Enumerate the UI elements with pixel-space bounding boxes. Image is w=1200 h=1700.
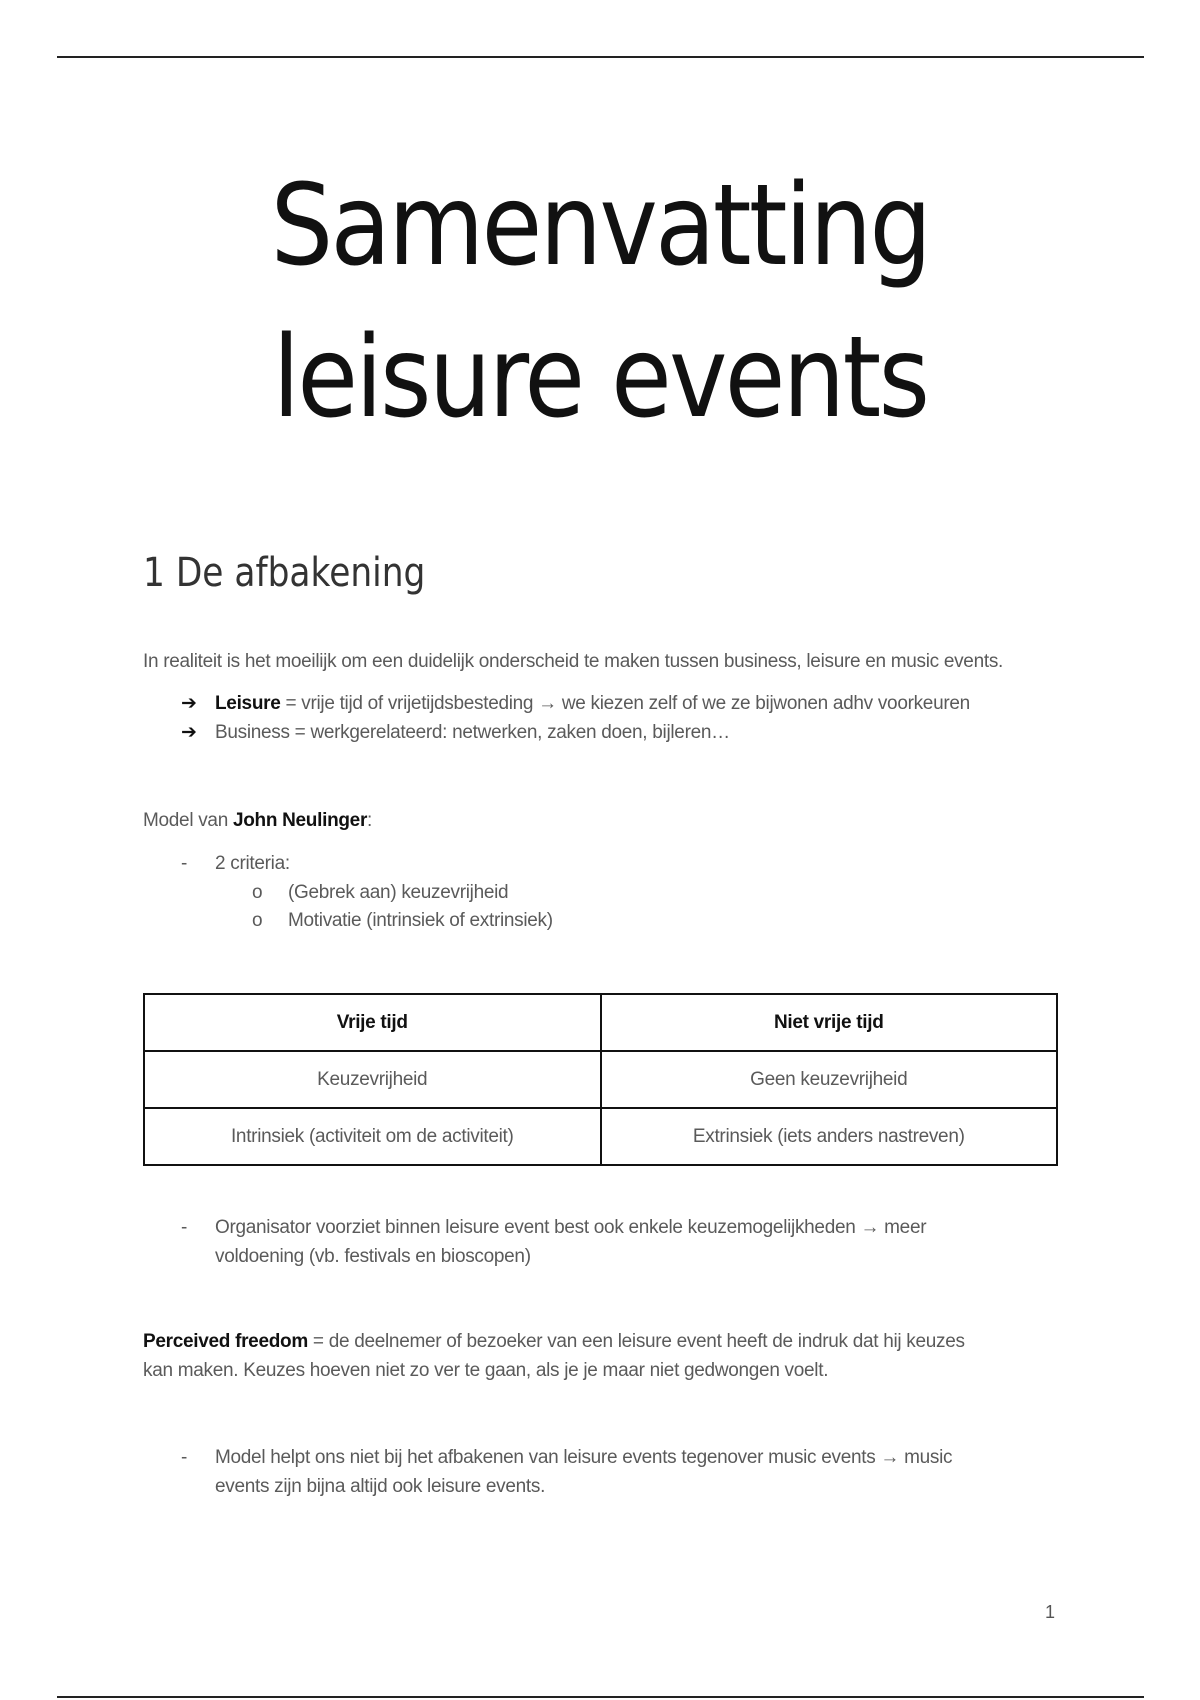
dash-bullet: - [181,853,188,874]
model-suffix: : [367,810,373,831]
arrow-item-business: Business = werkgerelateerd: netwerken, zaken doen, bijleren… [215,722,730,743]
model-help-line-2: events zijn bijna altijd ook leisure events. [215,1476,546,1497]
model-help-line-1: Model helpt ons niet bij het afbakenen van leisure events tegenover music events → music [215,1447,953,1468]
dash-bullet: - [181,1217,188,1238]
table-header-cell: Niet vrije tijd [601,994,1058,1051]
organisator-line-2: voldoening (vb. festivals en bioscopen) [215,1246,531,1267]
perceived-freedom-definition: = de deelnemer of bezoeker van een leisure event heeft de indruk dat hij keuzes [307,1331,965,1352]
table-cell: Geen keuzevrijheid [601,1051,1058,1108]
table-row [144,1108,1057,1165]
perceived-freedom-line-2: kan maken. Keuzes hoeven niet zo ver te gaan, als je je maar niet gedwongen voelt. [143,1360,829,1381]
circle-bullet: o [252,910,263,931]
intro-paragraph: In realiteit is het moeilijk om een duidelijk onderscheid te maken tussen business, leisure en music events. [143,651,1003,672]
arrow-bullet-icon: ➔ [181,693,197,714]
document-title [72,150,1128,454]
title-line-1: Samenvatting [270,161,930,291]
section-heading: 1 De afbakening [143,550,426,596]
model-prefix: Model van [143,810,233,831]
model-author: John Neulinger [232,810,368,831]
table-header-row [144,994,1057,1051]
circle-bullet: o [252,882,263,903]
leisure-term: Leisure [215,693,281,714]
title-line-2: leisure events [272,313,928,443]
page-number: 1 [1045,1602,1056,1622]
perceived-freedom-term: Perceived freedom [143,1331,308,1352]
table-cell: Intrinsiek (activiteit om de activiteit) [144,1108,601,1165]
table-header-cell: Vrije tijd [144,994,601,1051]
top-rule [57,56,1144,58]
table-cell: Extrinsiek (iets anders nastreven) [601,1108,1058,1165]
bottom-rule [57,1696,1144,1698]
arrow-item-leisure [215,689,970,718]
comparison-table [143,993,1058,1166]
dash-bullet: - [181,1447,188,1468]
table-cell: Keuzevrijheid [144,1051,601,1108]
leisure-definition: = vrije tijd of vrijetijdsbesteding → we kiezen zelf of we ze bijwonen adhv voorkeuren [280,693,970,714]
model-line [143,806,372,835]
arrow-bullet-icon: ➔ [181,722,197,743]
criterion-item: Motivatie (intrinsiek of extrinsiek) [288,910,553,931]
criterion-item: (Gebrek aan) keuzevrijheid [288,882,509,903]
organisator-line-1: Organisator voorziet binnen leisure event best ook enkele keuzemogelijkheden → meer [215,1217,927,1238]
table-row [144,1051,1057,1108]
perceived-freedom-line-1 [143,1327,965,1356]
criteria-label: 2 criteria: [215,853,290,874]
